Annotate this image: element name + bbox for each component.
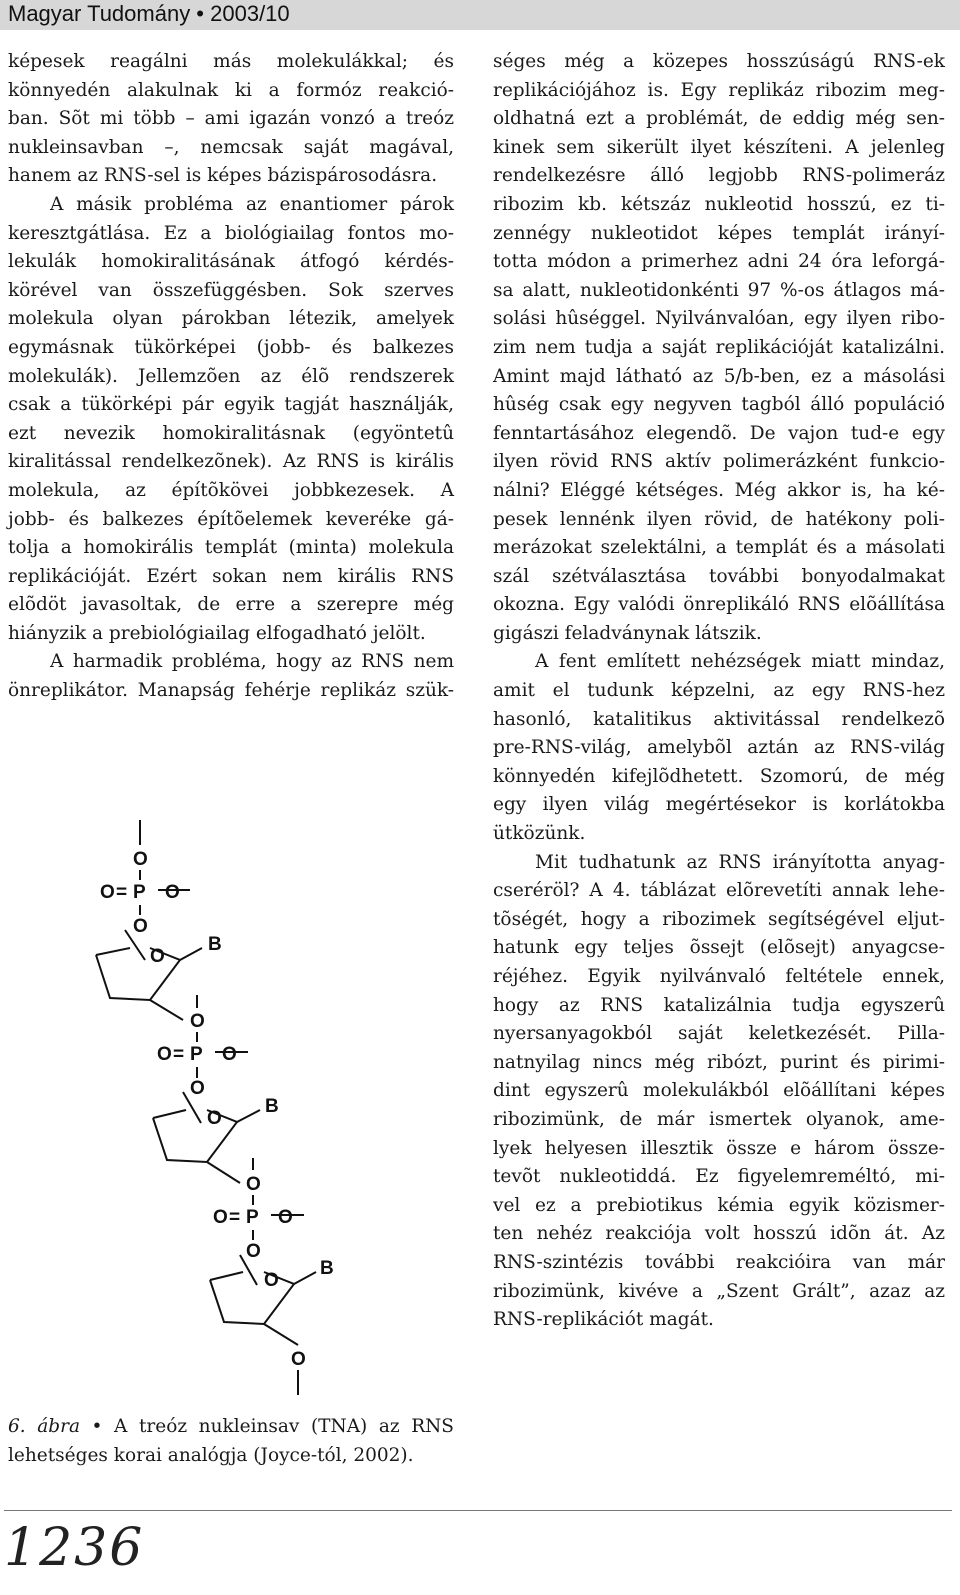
figure-number: 6. ábra: [8, 1416, 80, 1437]
text-line: csak a tükörképi pár egyik tagját használják,: [8, 394, 454, 416]
text-line: gigászi feladványnak látszik.: [493, 622, 762, 644]
text-line: solási hûséggel. Nyilvánvalóan, egy ilyen ribo-: [493, 308, 945, 330]
caption-line: lehetséges korai analógja (Joyce-tól, 2002).: [8, 1444, 414, 1466]
text-line: hogy az RNS katalizálnia tudja egyszerû: [493, 994, 945, 1016]
text-line: oldhatná ezt a problémát, de eddig még sen-: [493, 108, 945, 130]
caption-line: [8, 1413, 454, 1442]
caption-text: A treóz nukleinsav (TNA) az RNS: [114, 1416, 454, 1437]
text-line: RNS-szintézis további reakcióira van már: [493, 1251, 945, 1273]
base-label: B: [208, 934, 222, 955]
oxygen-atom: O: [190, 1011, 205, 1032]
text-line: ribozimünk, de már ismertek olyanok, ame-: [493, 1108, 945, 1130]
text-line: Amint majd látható az 5/b-ben, ez a másolási: [493, 365, 945, 387]
ring-oxygen-atom: O: [150, 946, 165, 967]
text-line: molekula, az építõkövei jobbkezesek. A: [8, 479, 454, 501]
text-line: séges még a közepes hosszúságú RNS-ek: [493, 51, 945, 72]
text-line: natnyilag nincs még ribózt, purint és pirimi-: [493, 1051, 945, 1073]
text-line: replikációjához is. Egy replikáz ribozim meg-: [493, 79, 945, 101]
text-line: keresztgátlása. Ez a biológiailag fontos mo-: [8, 222, 454, 244]
text-line: fenntartásához elegendõ. De vajon tud-e egy: [493, 422, 945, 444]
base-label: B: [265, 1096, 279, 1117]
oxygen-atom: O: [100, 882, 115, 903]
right-column: [493, 48, 945, 1335]
text-line: A másik probléma az enantiomer párok: [50, 193, 454, 215]
phosphorus-atom: P: [246, 1207, 259, 1228]
text-line: nukleinsavban –, nemcsak saját magával,: [8, 136, 454, 158]
text-line: RNS-replikációt magát.: [493, 1309, 714, 1331]
figure-caption: [8, 1413, 454, 1470]
running-header: [0, 0, 960, 30]
text-line: lyek helyesen illesztik össze e három össze-: [493, 1137, 945, 1159]
text-line: szál szétválasztása további bonyodalmakat: [493, 565, 945, 587]
text-line: ezt nevezik homokiralitásnak (egyöntetû: [8, 422, 454, 444]
text-line: molekula olyan párokban létezik, amelyek: [8, 308, 454, 330]
text-line: kinek sem sikerült ilyet készíteni. A jelenleg: [493, 136, 945, 158]
page-number: 1236: [4, 1518, 145, 1578]
text-line: nyersanyagokból saját keletkezését. Pilla-: [493, 1023, 945, 1045]
text-line: tolja a homokirális templát (minta) molekula: [8, 537, 454, 559]
oxygen-atom: O: [157, 1044, 172, 1065]
oxygen-atom: O: [213, 1207, 228, 1228]
phosphorus-atom: P: [133, 882, 146, 903]
text-line: okozna. Egy valódi önreplikáló RNS elõállítása: [493, 594, 945, 616]
journal-title: Magyar Tudomány • 2003/10: [8, 1, 290, 26]
text-line: könnyedén kifejlõdhetett. Szomorú, de még: [493, 765, 945, 787]
tna-structure-diagram: [80, 810, 340, 1400]
text-line: ütközünk.: [493, 823, 586, 845]
text-line: pre-RNS-világ, amelybõl aztán az RNS-világ: [493, 737, 945, 759]
text-line: totta módon a primerhez adni 24 óra leforgá-: [493, 251, 945, 273]
text-line: rendelkezésre álló legjobb RNS-polimeráz: [493, 165, 945, 187]
text-line: amit el tudunk képzelni, az egy RNS-hez: [493, 680, 945, 702]
oxygen-atom: O: [190, 1078, 205, 1099]
left-column: [8, 48, 454, 706]
ring-oxygen-atom: O: [207, 1108, 222, 1129]
text-line: replikációját. Ezért sokan nem királis RNS: [8, 565, 454, 587]
oxygen-atom: O: [165, 882, 180, 903]
text-line: cseréröl? A 4. táblázat elõrevetíti annak lehe-: [493, 880, 945, 902]
text-line: molekulák). Jellemzõen az élõ rendszerek: [8, 365, 454, 387]
text-line: hûség csak egy negyven tagból álló populáció: [493, 394, 945, 416]
base-label: B: [320, 1258, 334, 1279]
text-line: hasonló, katalitikus aktivitással rendelkezõ: [493, 708, 945, 730]
text-line: ten nehéz reakciója volt hosszú idõn át. Az: [493, 1223, 945, 1245]
text-line: hatunk egy teljes õssejt (elõsejt) anyagcse-: [493, 937, 945, 959]
footer-divider: [4, 1510, 952, 1511]
text-line: Mit tudhatunk az RNS irányította anyag-: [535, 851, 945, 873]
phosphorus-atom: P: [190, 1044, 203, 1065]
text-line: pesek lennénk ilyen rövid, de hatékony poli-: [493, 508, 945, 530]
double-bond-sign: =: [229, 1207, 241, 1228]
text-line: tevõt nukleotiddá. Ez figyelemreméltó, mi-: [493, 1166, 945, 1188]
text-line: A fent említett nehézségek miatt mindaz,: [535, 651, 945, 673]
tna-structure-figure: [80, 810, 340, 1400]
text-line: ribozimünk, kivéve a „Szent Grált”, azaz az: [493, 1280, 945, 1302]
oxygen-atom: O: [246, 1174, 261, 1195]
text-line: képesek reagálni más molekulákkal; és: [8, 51, 454, 72]
double-bond-sign: =: [116, 882, 128, 903]
text-line: könnyedén alakulnak ki a formóz reakció-: [8, 79, 454, 101]
text-line: önreplikátor. Manapság fehérje replikáz szük-: [8, 680, 454, 702]
oxygen-atom: O: [133, 916, 148, 937]
double-bond-sign: =: [173, 1044, 185, 1065]
text-line: hanem az RNS-sel is képes bázispárosodásra.: [8, 165, 438, 187]
oxygen-atom: O: [278, 1207, 293, 1228]
ring-oxygen-atom: O: [264, 1270, 279, 1291]
text-line: ilyen rövid RNS aktív polimerázként funkcio-: [493, 451, 945, 473]
text-line: A harmadik probléma, hogy az RNS nem: [50, 651, 454, 673]
text-line: merázokat szelektálni, a templát és a másolati: [493, 537, 945, 559]
oxygen-atom: O: [133, 849, 148, 870]
text-line: réjéhez. Egyik nyilvánvaló feltétele ennek,: [493, 966, 945, 987]
terminal-oxygen-atom: O: [291, 1349, 306, 1370]
text-line: egymásnak tükörképei (jobb- és balkezes: [8, 336, 454, 358]
text-line: tõségét, hogy a ribozimek segítségével eljut-: [493, 908, 945, 930]
text-line: hiányzik a prebiológiailag elfogadható jelölt.: [8, 622, 426, 644]
text-line: nálni? Eléggé kétséges. Még akkor is, ha ké-: [493, 479, 945, 501]
text-line: ban. Sõt mi több – ami igazán vonzó a treóz: [8, 108, 454, 130]
text-line: zim nem tudja a saját replikációját katalizálni.: [493, 336, 945, 358]
text-line: sa alatt, nukleotidonkénti 97 %-os átlagos má-: [493, 279, 945, 301]
oxygen-atom: O: [246, 1241, 261, 1262]
text-line: vel ez a prebiotikus kémia egyik közismer-: [493, 1194, 945, 1216]
text-line: lekulák homokiralitásának átfogó kérdés-: [8, 251, 454, 273]
text-line: egy ilyen világ megértésekor is korlátokba: [493, 794, 945, 816]
text-line: dint egyszerû molekulákból elõállítani képes: [493, 1080, 945, 1102]
caption-bullet: •: [91, 1416, 103, 1437]
text-line: körével van összefüggésben. Sok szerves: [8, 279, 454, 301]
text-line: zennégy nukleotidot képes templát irányí-: [493, 222, 945, 244]
text-line: elõdöt javasoltak, de erre a szerepre még: [8, 594, 454, 616]
oxygen-atom: O: [222, 1044, 237, 1065]
text-line: kiralitással rendelkezõnek). Az RNS is királis: [8, 451, 454, 473]
text-line: ribozim kb. kétszáz nukleotid hosszú, ez ti-: [493, 193, 945, 215]
text-line: jobb- és balkezes építõelemek keveréke gá-: [8, 508, 454, 530]
